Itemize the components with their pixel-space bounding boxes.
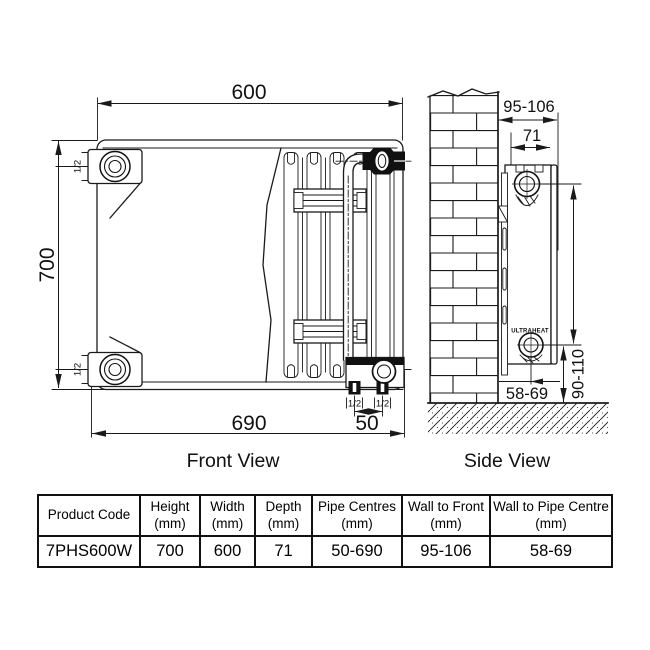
dim-690-label: 690 [231, 412, 267, 435]
bottom-bracket [294, 320, 366, 343]
cell-wall-to-front: 95-106 [402, 536, 490, 567]
tapping-size-label: 1/2 [72, 159, 84, 174]
tapping-size-label: 1/2 [375, 398, 390, 410]
dim-height-700 [36, 141, 59, 388]
dim-depth-71 [511, 127, 550, 165]
front-view [36, 81, 411, 472]
cell-height: 700 [140, 536, 200, 567]
brand-label: ULTRAHEAT [511, 328, 549, 335]
dim-58-69-label: 58-69 [505, 385, 549, 403]
col-pipe-centres: Pipe Centres (mm) [312, 495, 402, 536]
spec-table-header-row [38, 495, 612, 536]
top-bracket [294, 189, 366, 212]
radiator-profile [499, 165, 558, 375]
col-width: Width (mm) [200, 495, 255, 536]
dim-width-600 [98, 81, 403, 140]
dim-95-106-label: 95-106 [503, 98, 555, 116]
spec-table [37, 494, 613, 568]
col-wall-to-pipe-centre: Wall to Pipe Centre (mm) [490, 495, 612, 536]
brick-wall [428, 82, 499, 403]
cell-depth: 71 [255, 536, 312, 567]
dim-50-label: 50 [355, 412, 379, 435]
front-view-caption: Front View [186, 450, 280, 472]
dim-height-label: 700 [36, 247, 59, 283]
spec-table-data-row [38, 536, 612, 567]
dim-tapping-gap-50 [347, 396, 391, 435]
wall-bracket [499, 173, 508, 375]
dim-width-label: 600 [231, 81, 267, 104]
col-depth: Depth (mm) [255, 495, 312, 536]
tapping-size-label: 1/2 [347, 398, 362, 410]
col-product-code: Product Code [38, 495, 140, 536]
tapping-size-label: 1/2 [72, 362, 84, 377]
front-panel [551, 165, 557, 364]
dim-90-110-label: 90-110 [569, 348, 588, 400]
col-wall-to-front: Wall to Front (mm) [402, 495, 490, 536]
side-view-caption: Side View [463, 450, 551, 472]
floor [428, 403, 608, 434]
cell-pipe-centres: 50-690 [312, 536, 402, 567]
col-height: Height (mm) [140, 495, 200, 536]
dim-pipe-to-floor [564, 347, 588, 403]
cell-product-code: 7PHS600W [38, 536, 140, 567]
dim-71-label: 71 [522, 127, 542, 145]
cell-wall-to-pipe-centre: 58-69 [490, 536, 612, 567]
cell-width: 600 [200, 536, 255, 567]
side-view [428, 82, 608, 472]
